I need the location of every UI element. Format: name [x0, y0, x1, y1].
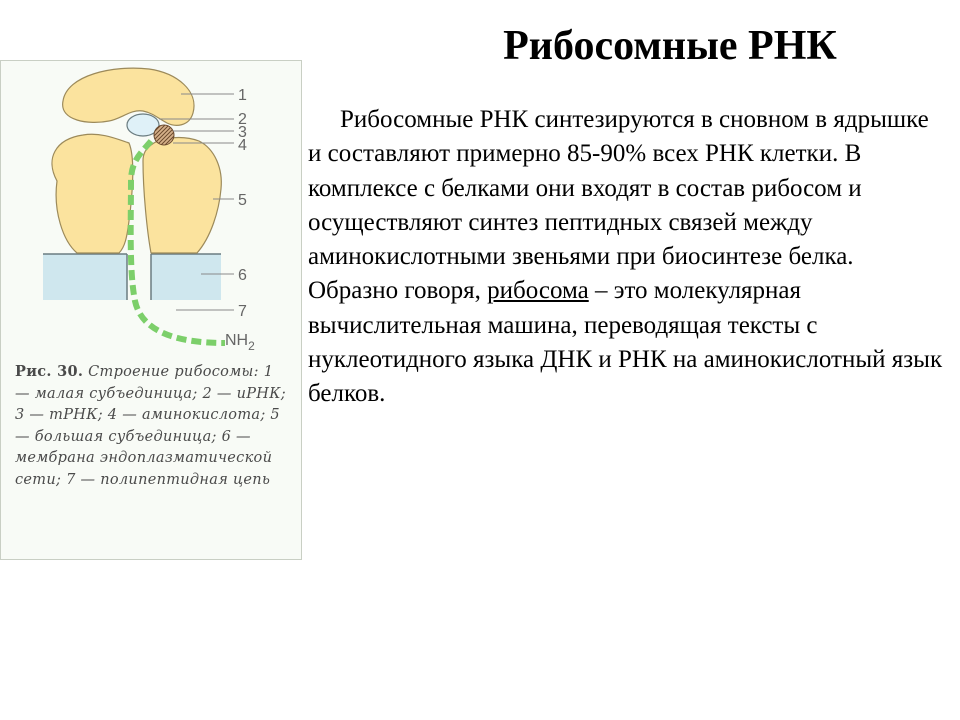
figure-label-2: 2: [238, 111, 247, 128]
ribosome-diagram: [1, 61, 302, 361]
paragraph-part-2: – это молекулярная вычислительная машина, переводящая тексты с нуклеотидного языка ДНК и РНК на аминокислотный язык белков.: [308, 277, 943, 408]
body-paragraph: [308, 103, 948, 412]
er-membrane-left: [43, 254, 127, 300]
ribosome-link[interactable]: рибосома: [487, 277, 589, 305]
large-subunit-right: [143, 138, 221, 253]
caption-lead: Рис. 30.: [15, 363, 84, 380]
figure-label-5: 5: [238, 192, 247, 209]
er-membrane-right: [151, 254, 221, 300]
figure-label-4: 4: [238, 137, 247, 154]
figure-caption: [15, 361, 287, 492]
nh2-subscript: 2: [248, 339, 255, 353]
nh2-label: [225, 332, 255, 353]
figure-label-7: 7: [238, 303, 247, 320]
figure-label-6: 6: [238, 267, 247, 284]
small-subunit: [63, 68, 194, 125]
figure-label-1: 1: [238, 87, 247, 104]
caption-text: Строение рибосомы: 1 — малая субъединица; 2 — иРНК; 3 — тРНК; 4 — аминокислота; 5 — большая субъединица; 6 — мембрана эндоплазматической сети; 7 — полипептидная цепь: [15, 364, 286, 488]
large-subunit-left: [52, 134, 133, 253]
slide-title: Рибосомные РНК: [503, 23, 837, 69]
figure-label-3: 3: [238, 124, 247, 141]
nh2-text: NH: [225, 332, 249, 349]
amino-acid-hatch: [154, 125, 174, 145]
paragraph-part-1: Рибосомные РНК синтезируются в сновном в ядрышке и составляют примерно 85-90% всех РНК клетки. В комплексе с белками они входят в состав рибосом и осуществляют синтез пептидных связей между аминокислотными звеньями при биосинтезе белка. Образно говоря,: [308, 106, 929, 305]
ribosome-figure: [0, 60, 302, 560]
